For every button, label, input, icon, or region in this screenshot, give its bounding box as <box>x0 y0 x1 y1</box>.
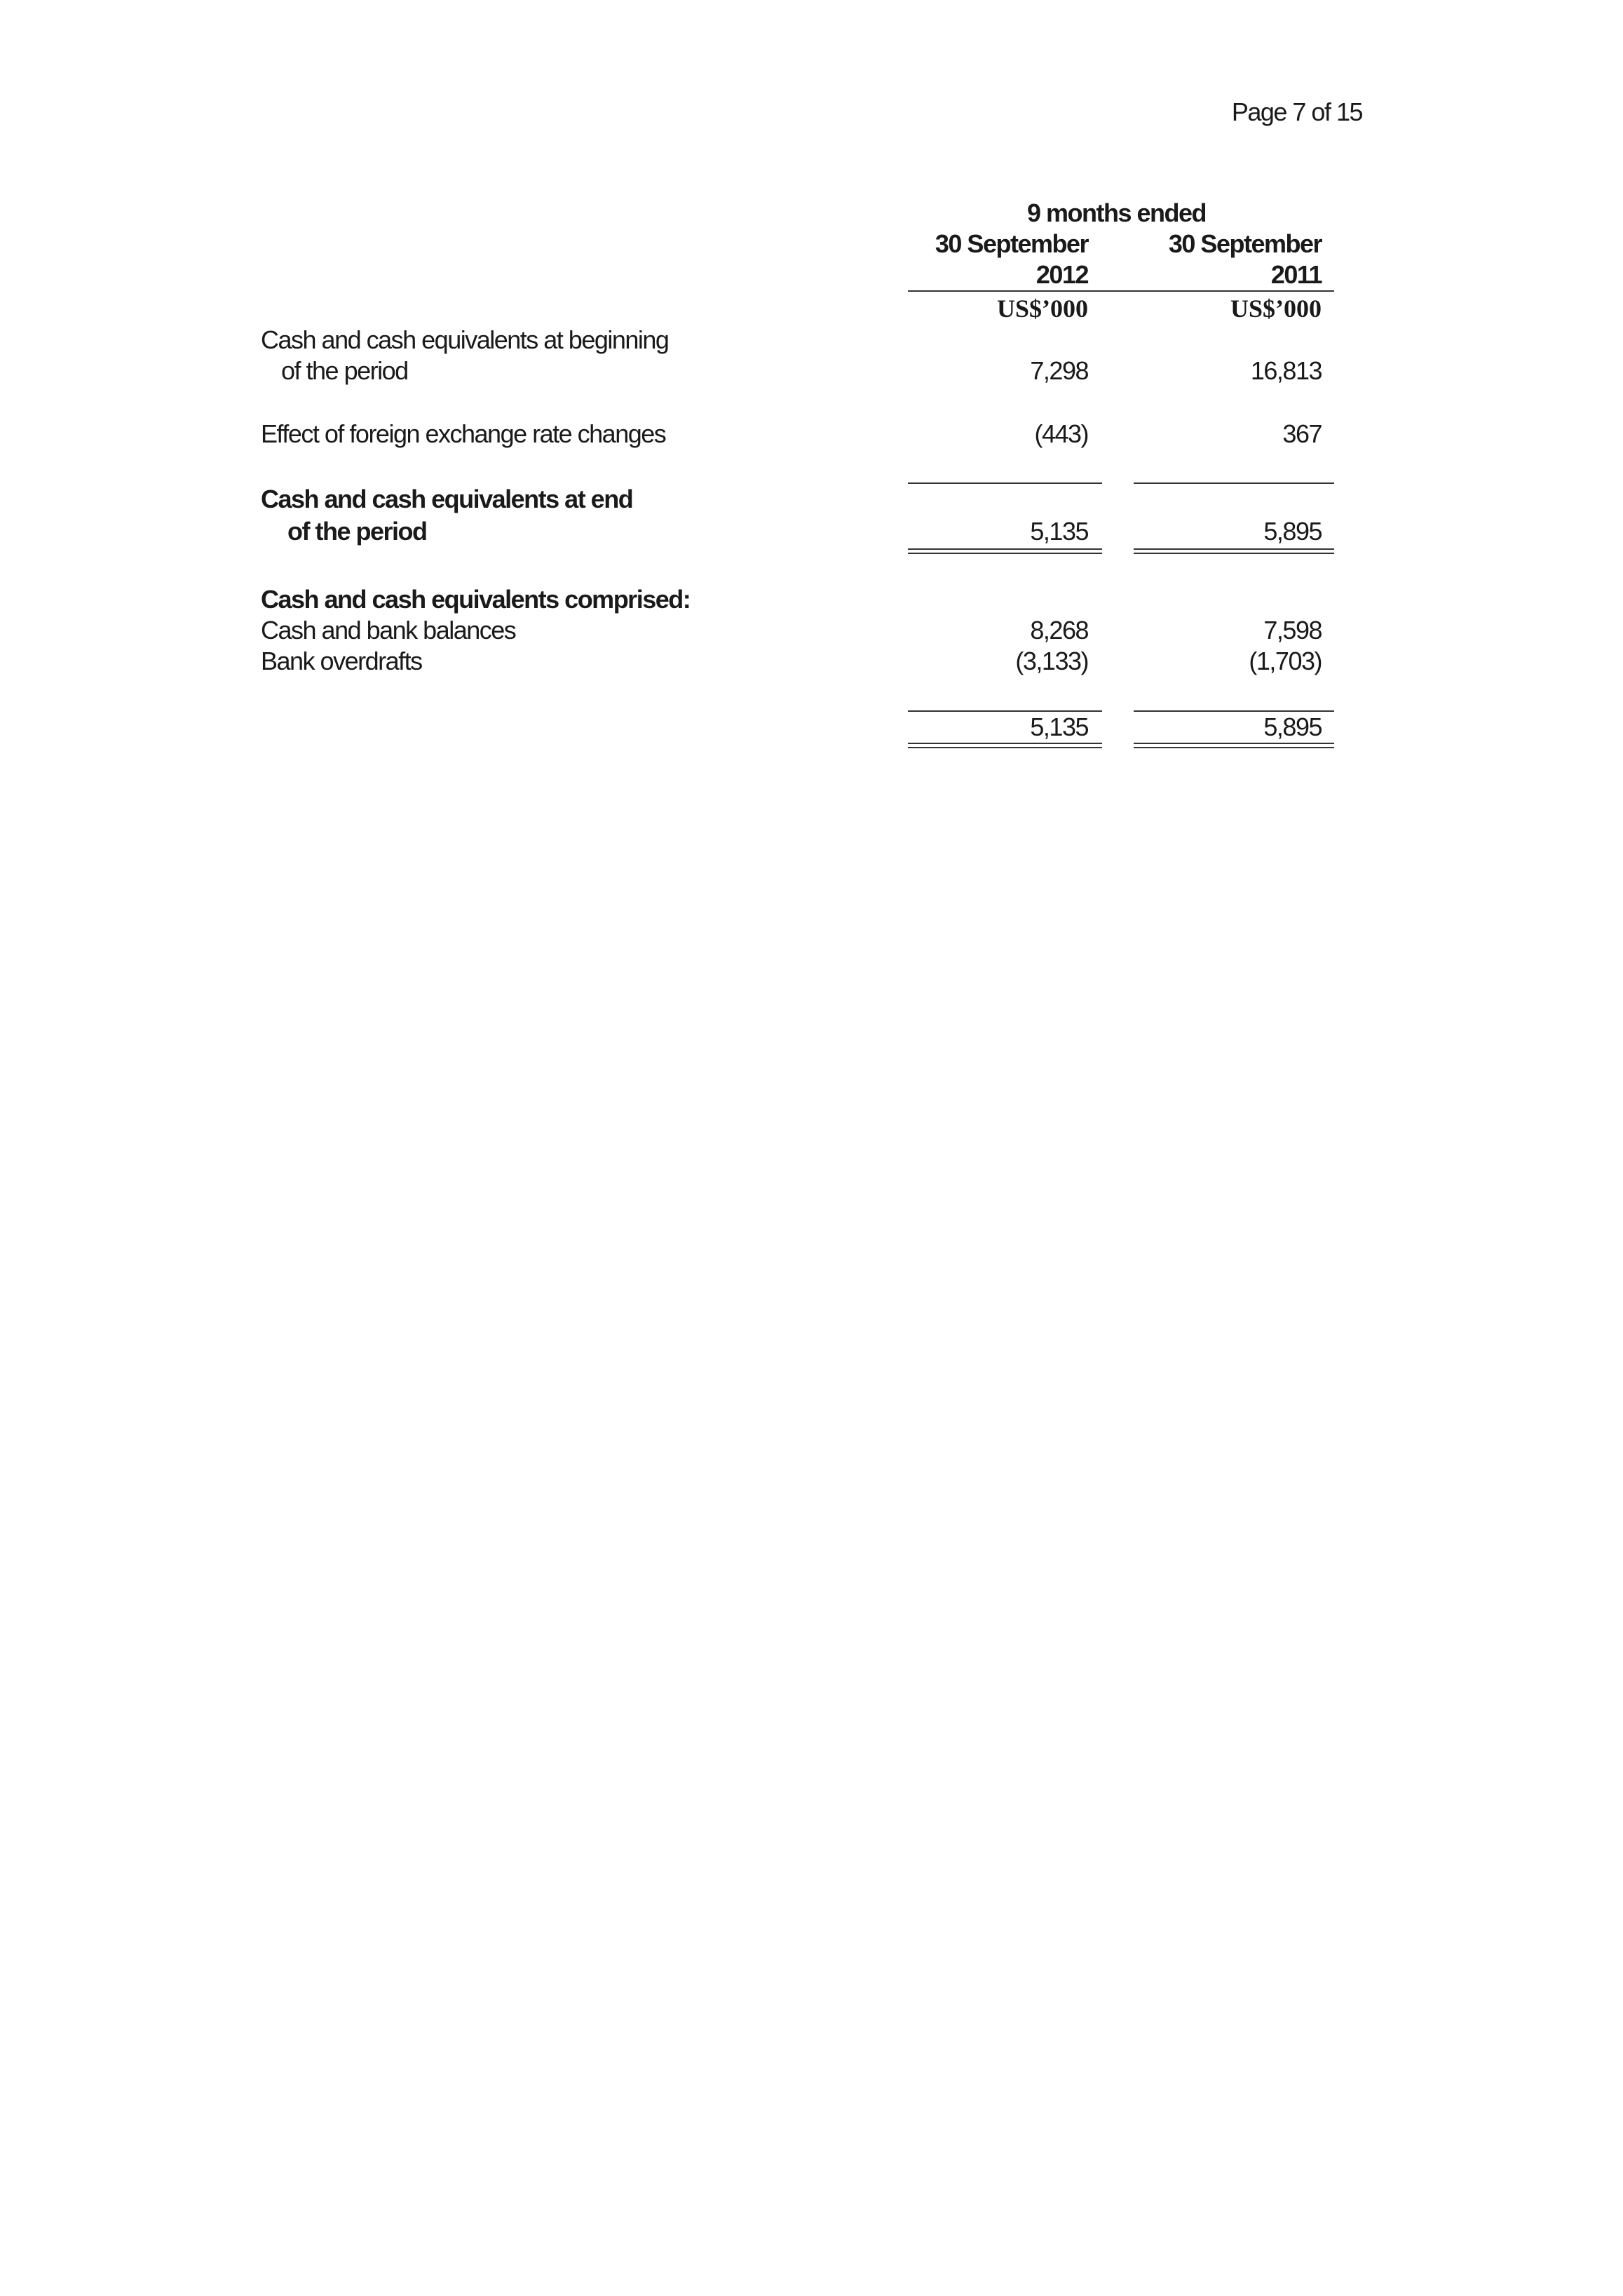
subtotal-rule-col1 <box>908 482 1102 484</box>
overdrafts-label: Bank overdrafts <box>261 647 422 675</box>
closing-double-rule-col2 <box>1134 548 1334 554</box>
col1-unit-header: US$’000 <box>996 295 1088 323</box>
opening-label-line2: of the period <box>281 356 408 385</box>
closing-col2-value: 5,895 <box>1263 517 1322 546</box>
total-double-rule-col2 <box>1134 743 1334 748</box>
total-col1-value: 5,135 <box>1030 713 1088 741</box>
col2-unit-header: US$’000 <box>1230 295 1322 323</box>
total-col2-value: 5,895 <box>1263 713 1322 741</box>
fx-col1-value: (443) <box>1034 419 1088 448</box>
col1-date-header: 30 September <box>935 229 1088 258</box>
cash-bank-col1-value: 8,268 <box>1030 616 1088 644</box>
opening-col2-value: 16,813 <box>1250 356 1322 385</box>
col2-date-header: 30 September <box>1168 229 1322 258</box>
subtotal-rule-col2 <box>1134 482 1334 484</box>
opening-col1-value: 7,298 <box>1030 356 1088 385</box>
fx-label: Effect of foreign exchange rate changes <box>261 419 666 448</box>
page-number: Page 7 of 15 <box>1231 97 1362 126</box>
col2-year-header: 2011 <box>1270 260 1322 289</box>
closing-label-line1: Cash and cash equivalents at end <box>261 485 633 513</box>
col1-year-header: 2012 <box>1035 260 1088 289</box>
closing-double-rule-col1 <box>908 548 1102 554</box>
total-double-rule-col1 <box>908 743 1102 748</box>
closing-label-line2: of the period <box>287 517 427 546</box>
closing-col1-value: 5,135 <box>1030 517 1088 546</box>
overdrafts-col1-value: (3,133) <box>1015 647 1088 675</box>
fx-col2-value: 367 <box>1282 419 1322 448</box>
header-rule <box>908 290 1334 292</box>
cash-bank-label: Cash and bank balances <box>261 616 516 644</box>
comprised-heading: Cash and cash equivalents comprised: <box>261 585 691 614</box>
cash-bank-col2-value: 7,598 <box>1263 616 1322 644</box>
period-heading: 9 months ended <box>1027 198 1207 227</box>
opening-label-line1: Cash and cash equivalents at beginning <box>261 325 669 354</box>
overdrafts-col2-value: (1,703) <box>1249 647 1322 675</box>
